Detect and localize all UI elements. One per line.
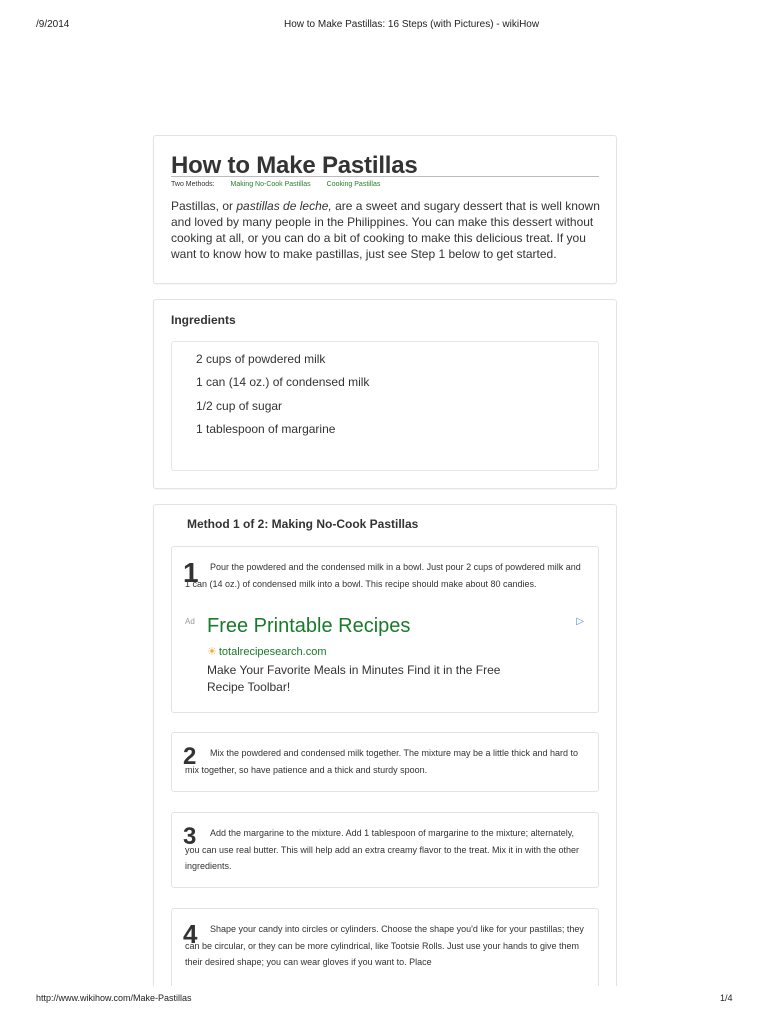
method-heading: Method 1 of 2: Making No-Cook Pastillas bbox=[187, 517, 419, 531]
title-divider bbox=[171, 176, 599, 177]
intro-text-start: Pastillas, or bbox=[171, 199, 237, 213]
step-number: 3 bbox=[183, 823, 197, 850]
step-number: 2 bbox=[183, 743, 197, 770]
step-text: Shape your candy into circles or cylinders. Choose the shape you'd like for your pastillas; they can be circular, or they can be more cylindrical, like Tootsie Rolls. Just use your hands to give them their desired shape; you can wear gloves if you want to. Place bbox=[185, 924, 584, 967]
ad-description: Make Your Favorite Meals in Minutes Find it in the Free Recipe Toolbar! bbox=[207, 663, 501, 694]
method-link-cooking[interactable]: Cooking Pastillas bbox=[326, 181, 381, 188]
title-card bbox=[153, 135, 617, 284]
play-triangle-icon[interactable]: ▷ bbox=[576, 616, 584, 627]
ingredient-item: 1 can (14 oz.) of condensed milk bbox=[196, 375, 370, 390]
ad-url[interactable] bbox=[207, 645, 326, 658]
ingredients-card bbox=[153, 299, 617, 489]
methods-nav bbox=[171, 181, 380, 188]
intro-text-italic: pastillas de leche, bbox=[236, 199, 332, 213]
method-link-no-cook[interactable]: Making No-Cook Pastillas bbox=[230, 181, 311, 188]
ad-label: Ad bbox=[185, 617, 195, 626]
ingredient-item: 2 cups of powdered milk bbox=[196, 352, 326, 366]
step-1 bbox=[171, 546, 599, 713]
intro-text-end: are a sweet and sugary dessert that is well known and loved by many people in the Philippines. You can make this dessert without cooking at all, or you can do a bit of cooking to make this delicious treat. If you want to know how to make pastillas, just see Step 1 below to get started. bbox=[171, 199, 600, 261]
step-number: 4 bbox=[183, 919, 198, 949]
step-2 bbox=[171, 732, 599, 792]
methods-label: Two Methods: bbox=[171, 181, 215, 188]
intro-paragraph bbox=[171, 198, 601, 262]
step-text: Pour the powdered and the condensed milk in a bowl. Just pour 2 cups of powdered milk and 1 can (14 oz.) of condensed milk into a bowl. This recipe should make about 80 candies. bbox=[185, 562, 581, 589]
ingredients-list bbox=[196, 352, 369, 445]
print-page-number: 1/4 bbox=[720, 993, 733, 1003]
ingredient-item: 1/2 cup of sugar bbox=[196, 398, 283, 413]
print-doc-title: How to Make Pastillas: 16 Steps (with Pictures) - wikiHow bbox=[284, 19, 540, 30]
ingredient-item: 1 tablespoon of margarine bbox=[196, 421, 336, 436]
ingredients-box bbox=[171, 341, 599, 471]
step-number: 1 bbox=[183, 557, 199, 588]
ad-url-text: totalrecipesearch.com bbox=[218, 646, 327, 658]
step-3 bbox=[171, 812, 599, 888]
print-url: http://www.wikihow.com/Make-Pastillas bbox=[36, 993, 192, 1003]
method-card bbox=[153, 504, 617, 1005]
ad-title-link[interactable]: Free Printable Recipes bbox=[207, 615, 411, 637]
step-text: Add the margarine to the mixture. Add 1 tablespoon of margarine to the mixture; alternately, you can use real butter. This will help add an extra creamy flavor to the treat. Mix it in with the other ingredients. bbox=[185, 828, 580, 871]
footer-strip bbox=[0, 986, 768, 1024]
ingredients-heading: Ingredients bbox=[171, 313, 236, 327]
step-text: Mix the powdered and condensed milk together. The mixture may be a little thick and hard to mix together, so have patience and a thick and sturdy spoon. bbox=[185, 748, 579, 775]
print-date: /9/2014 bbox=[36, 19, 70, 30]
sun-icon: ☀ bbox=[207, 646, 217, 658]
page-title: How to Make Pastillas bbox=[171, 152, 418, 179]
